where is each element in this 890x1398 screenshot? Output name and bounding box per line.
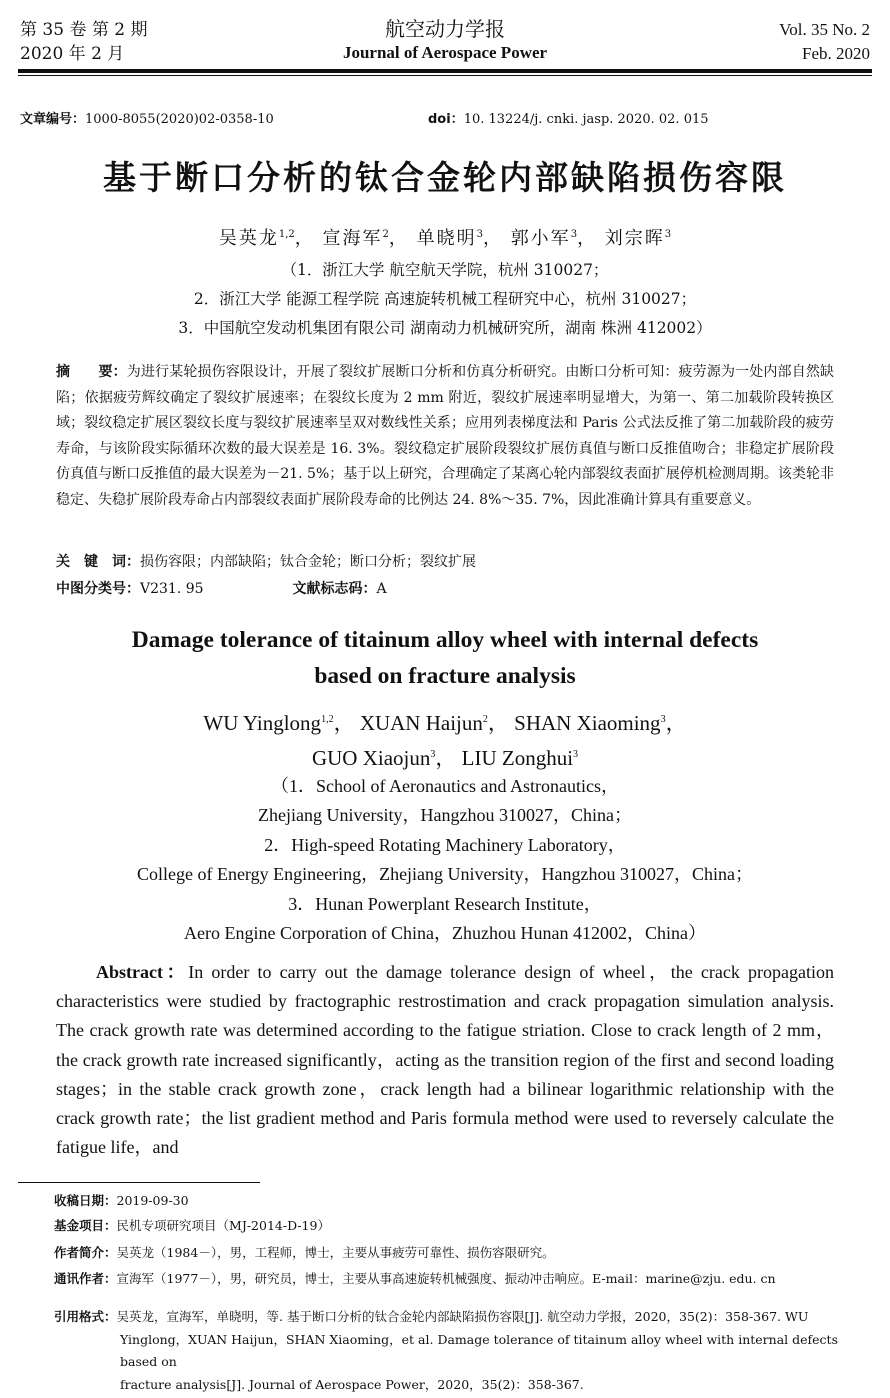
date-en: Feb. 2020 <box>802 44 870 63</box>
citation-line-1: 吴英龙，宣海军，单晓明，等. 基于断口分析的钛合金轮内部缺陷损伤容限[J]. 航空动力学报，2020，35(2)：358-367. WU <box>116 1309 809 1324</box>
citation-line-3: fracture analysis[J]. Journal of Aerospace Power，2020，35(2)：358-367. <box>120 1376 584 1392</box>
title-en <box>0 622 890 694</box>
author-en: SHAN Xiaoming$^3$， <box>514 711 687 735</box>
abstract-en <box>56 958 834 1162</box>
author-cn: 单晓明$^3$ <box>416 228 483 249</box>
affiliation-en-line: College of Energy Engineering，Zhejiang University，Hangzhou 310027，China； <box>136 864 754 885</box>
keywords-cn-label: 关 键 词： <box>56 554 140 570</box>
keywords-cn <box>56 551 476 571</box>
authors-cn: 吴英龙$^{1,2}$， 宣海军$^2$， 单晓明$^3$， 郭小军$^3$， 刘宗晖$^3$ <box>218 228 672 249</box>
author-en: XUAN Haijun$^2$， <box>359 711 509 735</box>
classification-line <box>56 578 387 598</box>
author-cn: 吴英龙$^{1,2}$ <box>218 228 295 249</box>
citation-label: 引用格式： <box>54 1309 117 1324</box>
affiliation-cn-1: （1．浙江大学 航空航天学院，杭州 310027； <box>281 261 609 279</box>
journal-name-cn: 航空动力学报 <box>385 17 505 41</box>
authors-en <box>0 704 890 774</box>
doc-code-value: A <box>376 581 387 597</box>
abstract-en-text: In order to carry out the damage tolerance design of wheel，the crack propagation characteristics were studied by fractographic restrostimation and crack propagation simulation analysis. The crack growth rate was determined according to the fatigue striation. Close to crack length of 2 mm，the crack growth rate increased significantly，acting as the transition region of the first and second loading stages；in the stable crack growth zone，crack length had a bilinear logarithmic relationship with the crack growth rate；the list gradient method and Paris formula method were used to reversely calculate the fatigue life，and <box>56 962 834 1158</box>
affiliation-en-line: Aero Engine Corporation of China，Zhuzhou Hunan 412002，China） <box>184 923 706 944</box>
footnote-author-bio: 作者简介：吴英龙（1984－），男，工程师，博士，主要从事疲劳可靠性、损伤容限研究。 <box>54 1245 555 1260</box>
affiliation-cn-2: 2．浙江大学 能源工程学院 高速旋转机械工程研究中心，杭州 310027； <box>193 290 697 308</box>
affiliation-cn-3: 3．中国航空发动机集团有限公司 湖南动力机械研究所，湖南 株洲 412002） <box>178 319 712 337</box>
doc-code-label: 文献标志码： <box>292 581 377 597</box>
title-en-line-2: based on fracture analysis <box>314 663 576 689</box>
authors-en-line-2 <box>0 739 890 774</box>
date-cn: 2020 年 2 月 <box>20 44 125 64</box>
journal-name-en: Journal of Aerospace Power <box>342 43 548 62</box>
affiliations-en <box>0 772 890 948</box>
author-en: WU Yinglong$^{1,2}$， <box>203 711 355 735</box>
author-cn: 宣海军$^2$ <box>322 228 389 249</box>
article-number <box>20 108 274 127</box>
doi-label: doi： <box>428 112 464 127</box>
header-rule-thin <box>18 75 872 76</box>
title-cn: 基于断口分析的钛合金轮内部缺陷损伤容限 <box>103 158 787 197</box>
abstract-cn-label: 摘 要： <box>56 364 127 380</box>
header-center <box>0 16 890 64</box>
affiliation-en-line: （1．School of Aeronautics and Astronautics， <box>271 776 619 796</box>
author-cn: 郭小军$^3$ <box>510 228 578 249</box>
volume-issue-cn: 第 35 卷 第 2 期 <box>20 20 148 40</box>
author-en: GUO Xiaojun$^3$， <box>311 746 457 770</box>
authors-en-line-1 <box>0 704 890 739</box>
affiliation-en-line: 3．Hunan Powerplant Research Institute， <box>288 893 602 914</box>
footnote-corresponding: 通讯作者：宣海军（1977－），男，研究员，博士，主要从事高速旋转机械强度、振动冲击响应。E-mail：marine@zju. edu. cn <box>54 1271 776 1286</box>
title-en-line-1: Damage tolerance of titainum alloy wheel with internal defects <box>131 627 759 653</box>
abstract-cn-text: 为进行某轮损伤容限设计，开展了裂纹扩展断口分析和仿真分析研究。由断口分析可知：疲劳源为一处内部自然缺陷；依据疲劳辉纹确定了裂纹扩展速率；在裂纹长度为 2 mm 附近，裂纹扩展速率明显增大，为第一、第二加载阶段转换区域；裂纹稳定扩展区裂纹长度与裂纹扩展速率呈双对数线性关系；应用列表梯度法和 Paris 公式法反推了第二加载阶段的疲劳寿命，与该阶段实际循环次数的最大误差是 16. 3%。裂纹稳定扩展阶段裂纹扩展仿真值与断口反推值吻合；非稳定扩展阶段仿真值与断口反推值的最大误差为－21. 5%；基于以上研究，合理确定了某离心轮内部裂纹表面扩展停机检测周期。该类轮非稳定、失稳扩展阶段寿命占内部裂纹表面扩展阶段寿命的比例达 24. 8%～35. 7%，因此准确计算具有重要意义。 <box>56 364 835 508</box>
footnote-rule <box>18 1182 260 1183</box>
doi <box>428 108 709 127</box>
class-number-value: V231. 95 <box>140 581 204 597</box>
header-rule-thick <box>18 69 872 73</box>
volume-issue-en: Vol. 35 No. 2 <box>779 20 870 39</box>
doi-value: 10. 13224/j. cnki. jasp. 2020. 02. 015 <box>463 112 709 127</box>
keywords-cn-value: 损伤容限；内部缺陷；钛合金轮；断口分析；裂纹扩展 <box>140 554 476 570</box>
article-number-label: 文章编号： <box>20 112 86 127</box>
author-cn: 刘宗晖$^3$ <box>604 228 672 249</box>
citation <box>54 1306 872 1396</box>
abstract-cn <box>56 360 834 513</box>
author-en: LIU Zonghui$^3$ <box>461 746 579 770</box>
footnote-received: 收稿日期：2019-09-30 <box>54 1193 189 1208</box>
abstract-en-label: Abstract： <box>96 962 189 982</box>
class-number-label: 中图分类号： <box>56 581 140 597</box>
article-number-value: 1000-8055(2020)02-0358-10 <box>85 112 274 127</box>
affiliation-en-line: 2．High-speed Rotating Machinery Laboratory， <box>264 834 626 855</box>
affiliation-en-line: Zhejiang University，Hangzhou 310027，China； <box>258 805 632 826</box>
citation-line-2: Yinglong，XUAN Haijun，SHAN Xiaoming，et al. Damage tolerance of titainum alloy wheel with internal defects based on <box>120 1331 838 1369</box>
footnote-fund: 基金项目：民机专项研究项目（MJ-2014-D-19） <box>54 1218 330 1233</box>
header-right <box>779 18 870 66</box>
